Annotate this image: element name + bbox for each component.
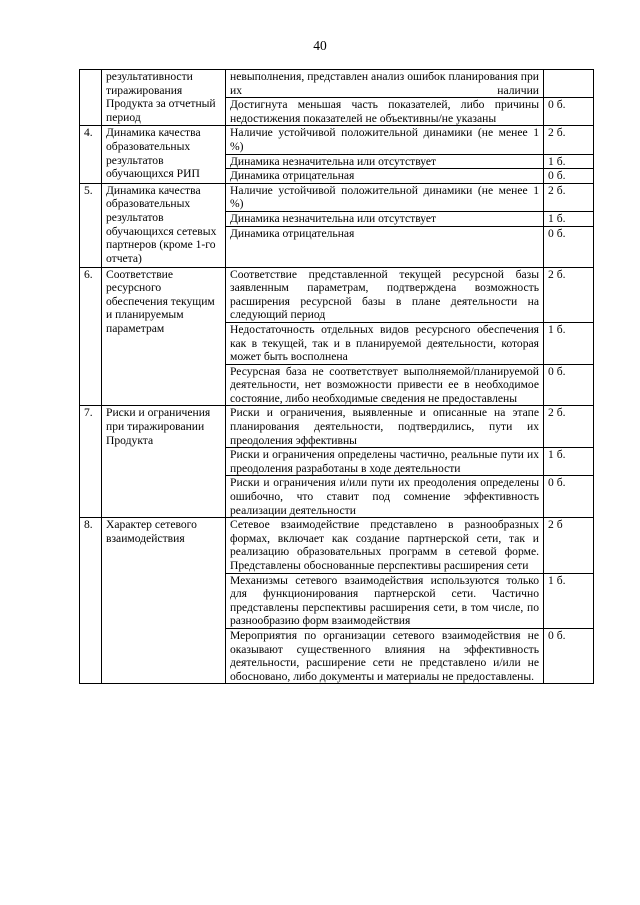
criterion-option-description: невыполнения, представлен анализ ошибок планирования при их наличии bbox=[226, 70, 544, 98]
criterion-option-score: 2 б. bbox=[544, 126, 594, 154]
criterion-number: 8. bbox=[80, 518, 102, 684]
criterion-option-score: 0 б. bbox=[544, 169, 594, 184]
criterion-option-description: Динамика отрицательная bbox=[226, 226, 544, 267]
criterion-option-score: 0 б. bbox=[544, 364, 594, 406]
page-number: 40 bbox=[313, 38, 327, 53]
criterion-option-description: Соответствие представленной текущей ресурсной базы заявленным параметрам, подтверждена возможность расширения ресурсной базы в плане деятельности на следующий период bbox=[226, 267, 544, 322]
criterion-option-description: Сетевое взаимодействие представлено в разнообразных формах, включает как создание партнерской сети, так и реализацию образовательных программ в сетевой форме. Представлены обоснованные перспективы расширения сети bbox=[226, 518, 544, 573]
criterion-option-description: Риски и ограничения и/или пути их преодоления определены ошибочно, что ставит под сомнение эффективность реализации деятельности bbox=[226, 476, 544, 518]
criterion-name: результативности тиражирования Продукта за отчетный период bbox=[102, 70, 226, 126]
criterion-option-score: 1 б. bbox=[544, 448, 594, 476]
criterion-option-description: Риски и ограничения определены частично, реальные пути их преодоления разработаны в ходе деятельности bbox=[226, 448, 544, 476]
criterion-name: Характер сетевого взаимодействия bbox=[102, 518, 226, 684]
criterion-option-description: Механизмы сетевого взаимодействия используются только для функционирования партнерской сети. Частично представлены перспективы расширения сети, в том числе, по разнообразию форм взаимодействия bbox=[226, 573, 544, 628]
criterion-option-score: 2 б. bbox=[544, 267, 594, 322]
criterion-option-score: 0 б. bbox=[544, 226, 594, 267]
criterion-option-score: 1 б. bbox=[544, 573, 594, 628]
criterion-option-score: 1 б. bbox=[544, 322, 594, 364]
table-row bbox=[80, 183, 594, 211]
criterion-option-description: Мероприятия по организации сетевого взаимодействия не оказывают существенного влияния на эффективность деятельности, расширение сети не представлено и/или не обосновано, либо документы и материалы не предоставлены. bbox=[226, 628, 544, 683]
criterion-option-description: Наличие устойчивой положительной динамики (не менее 1 %) bbox=[226, 183, 544, 211]
criterion-option-description: Недостаточность отдельных видов ресурсного обеспечения как в текущей, так и в планируемой деятельности, которая может быть восполнена bbox=[226, 322, 544, 364]
criterion-number: 6. bbox=[80, 267, 102, 406]
criterion-option-score bbox=[544, 70, 594, 98]
criterion-option-score: 0 б. bbox=[544, 628, 594, 683]
criterion-option-description: Достигнута меньшая часть показателей, либо причины недостижения показателей не объективны/не указаны bbox=[226, 98, 544, 126]
criterion-option-description: Динамика незначительна или отсутствует bbox=[226, 211, 544, 226]
criterion-number: 4. bbox=[80, 126, 102, 183]
criterion-name: Соответствие ресурсного обеспечения текущим и планируемым параметрам bbox=[102, 267, 226, 406]
criterion-option-score: 2 б. bbox=[544, 406, 594, 448]
criterion-option-description: Ресурсная база не соответствует выполняемой/планируемой деятельности, нет возможности привести ее в необходимое состояние, либо необходимые сведения не предоставлены bbox=[226, 364, 544, 406]
criterion-number: 7. bbox=[80, 406, 102, 518]
criterion-option-score: 2 б bbox=[544, 518, 594, 573]
criterion-number: 5. bbox=[80, 183, 102, 267]
criterion-option-score: 1 б. bbox=[544, 211, 594, 226]
criterion-name: Риски и ограничения при тиражировании Продукта bbox=[102, 406, 226, 518]
criterion-number bbox=[80, 70, 102, 126]
criterion-option-score: 0 б. bbox=[544, 476, 594, 518]
criterion-option-description: Риски и ограничения, выявленные и описанные на этапе планирования деятельности, подтвердились, пути их преодоления эффективны bbox=[226, 406, 544, 448]
table-row bbox=[80, 267, 594, 322]
criterion-option-description: Динамика незначительна или отсутствует bbox=[226, 154, 544, 169]
criterion-name: Динамика качества образовательных результатов обучающихся РИП bbox=[102, 126, 226, 183]
criterion-option-description: Наличие устойчивой положительной динамики (не менее 1 %) bbox=[226, 126, 544, 154]
criterion-name: Динамика качества образовательных результатов обучающихся сетевых партнеров (кроме 1-го отчета) bbox=[102, 183, 226, 267]
table-row bbox=[80, 126, 594, 154]
criteria-table bbox=[79, 69, 594, 684]
criterion-option-score: 2 б. bbox=[544, 183, 594, 211]
criterion-option-score: 0 б. bbox=[544, 98, 594, 126]
table-row bbox=[80, 406, 594, 448]
criterion-option-description: Динамика отрицательная bbox=[226, 169, 544, 184]
table-row bbox=[80, 518, 594, 573]
criterion-option-score: 1 б. bbox=[544, 154, 594, 169]
table-row bbox=[80, 70, 594, 98]
